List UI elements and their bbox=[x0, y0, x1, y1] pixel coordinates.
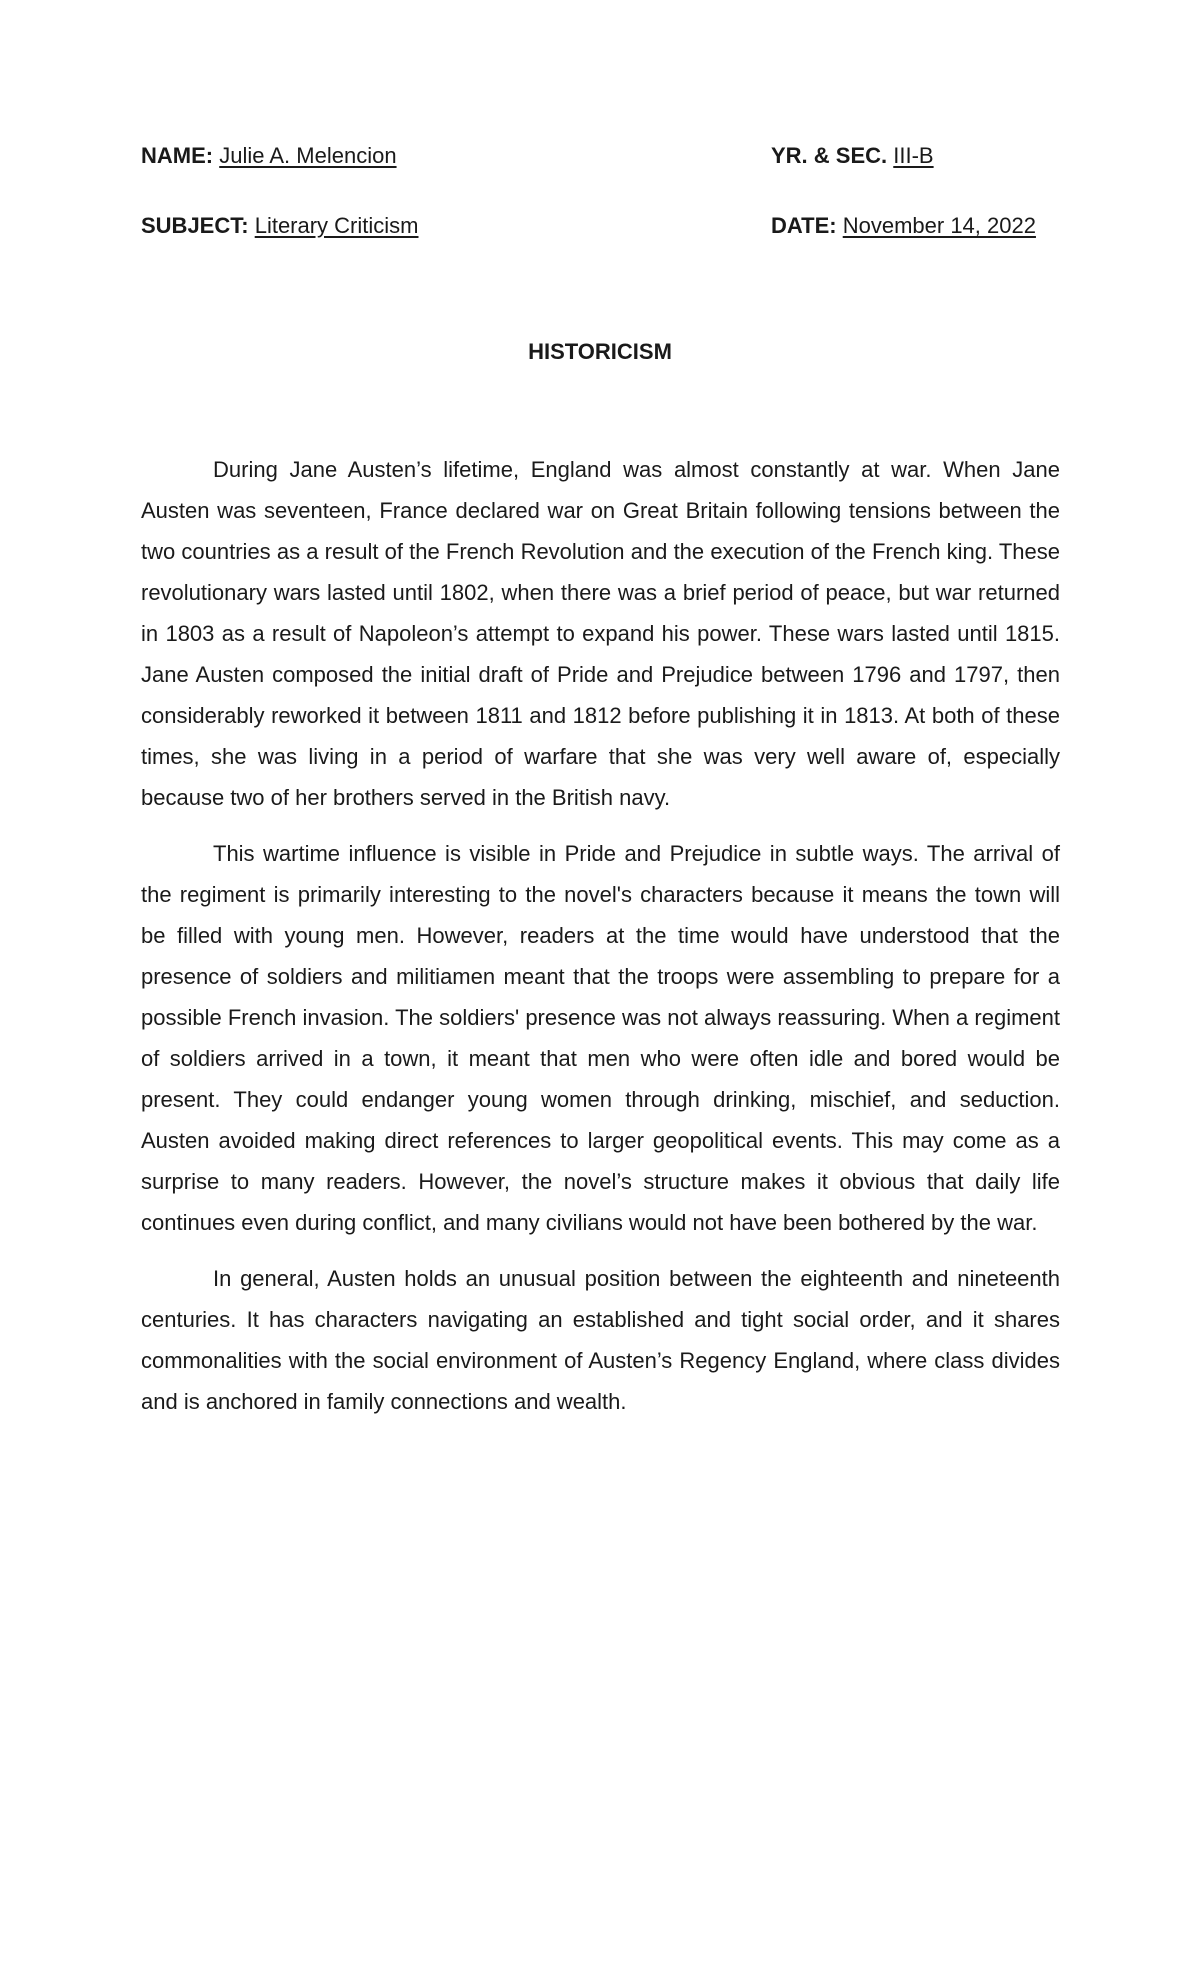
name-label: NAME: bbox=[141, 143, 214, 168]
year-section-field bbox=[771, 142, 934, 170]
paragraph-3: In general, Austen holds an unusual position between the eighteenth and nineteenth centuries. It has characters navigating an established and tight social order, and it shares commonalities with the social environment of Austen’s Regency England, where class divides and is anchored in family connections and wealth. bbox=[141, 1266, 1060, 1414]
subject-label: SUBJECT: bbox=[141, 213, 249, 238]
essay-title bbox=[0, 338, 1200, 366]
name-value: Julie A. Melencion bbox=[219, 143, 397, 168]
essay-title-text: HISTORICISM bbox=[528, 339, 672, 364]
subject-value: Literary Criticism bbox=[254, 213, 419, 238]
year-section-label: YR. & SEC. bbox=[771, 143, 888, 168]
date-value: November 14, 2022 bbox=[842, 213, 1036, 238]
subject-field bbox=[141, 212, 419, 240]
paragraph-2: This wartime influence is visible in Pride and Prejudice in subtle ways. The arrival of the regiment is primarily interesting to the novel's characters because it means the town will be filled with young men. However, readers at the time would have understood that the presence of soldiers and militiamen meant that the troops were assembling to prepare for a possible French invasion. The soldiers' presence was not always reassuring. When a regiment of soldiers arrived in a town, it meant that men who were often idle and bored would be present. They could endanger young women through drinking, mischief, and seduction. Austen avoided making direct references to larger geopolitical events. This may come as a surprise to many readers. However, the novel’s structure makes it obvious that daily life continues even during conflict, and many civilians would not have been bothered by the war. bbox=[141, 841, 1060, 1235]
name-field bbox=[141, 142, 397, 170]
paragraph-1: During Jane Austen’s lifetime, England was almost constantly at war. When Jane Austen was seventeen, France declared war on Great Britain following tensions between the two countries as a result of the French Revolution and the execution of the French king. These revolutionary wars lasted until 1802, when there was a brief period of peace, but war returned in 1803 as a result of Napoleon’s attempt to expand his power. These wars lasted until 1815. Jane Austen composed the initial draft of Pride and Prejudice between 1796 and 1797, then considerably reworked it between 1811 and 1812 before publishing it in 1813. At both of these times, she was living in a period of warfare that she was very well aware of, especially because two of her brothers served in the British navy. bbox=[141, 457, 1060, 810]
date-field bbox=[771, 212, 1036, 240]
year-section-value: III-B bbox=[893, 143, 934, 168]
essay-body bbox=[141, 449, 1060, 1437]
date-label: DATE: bbox=[771, 213, 837, 238]
